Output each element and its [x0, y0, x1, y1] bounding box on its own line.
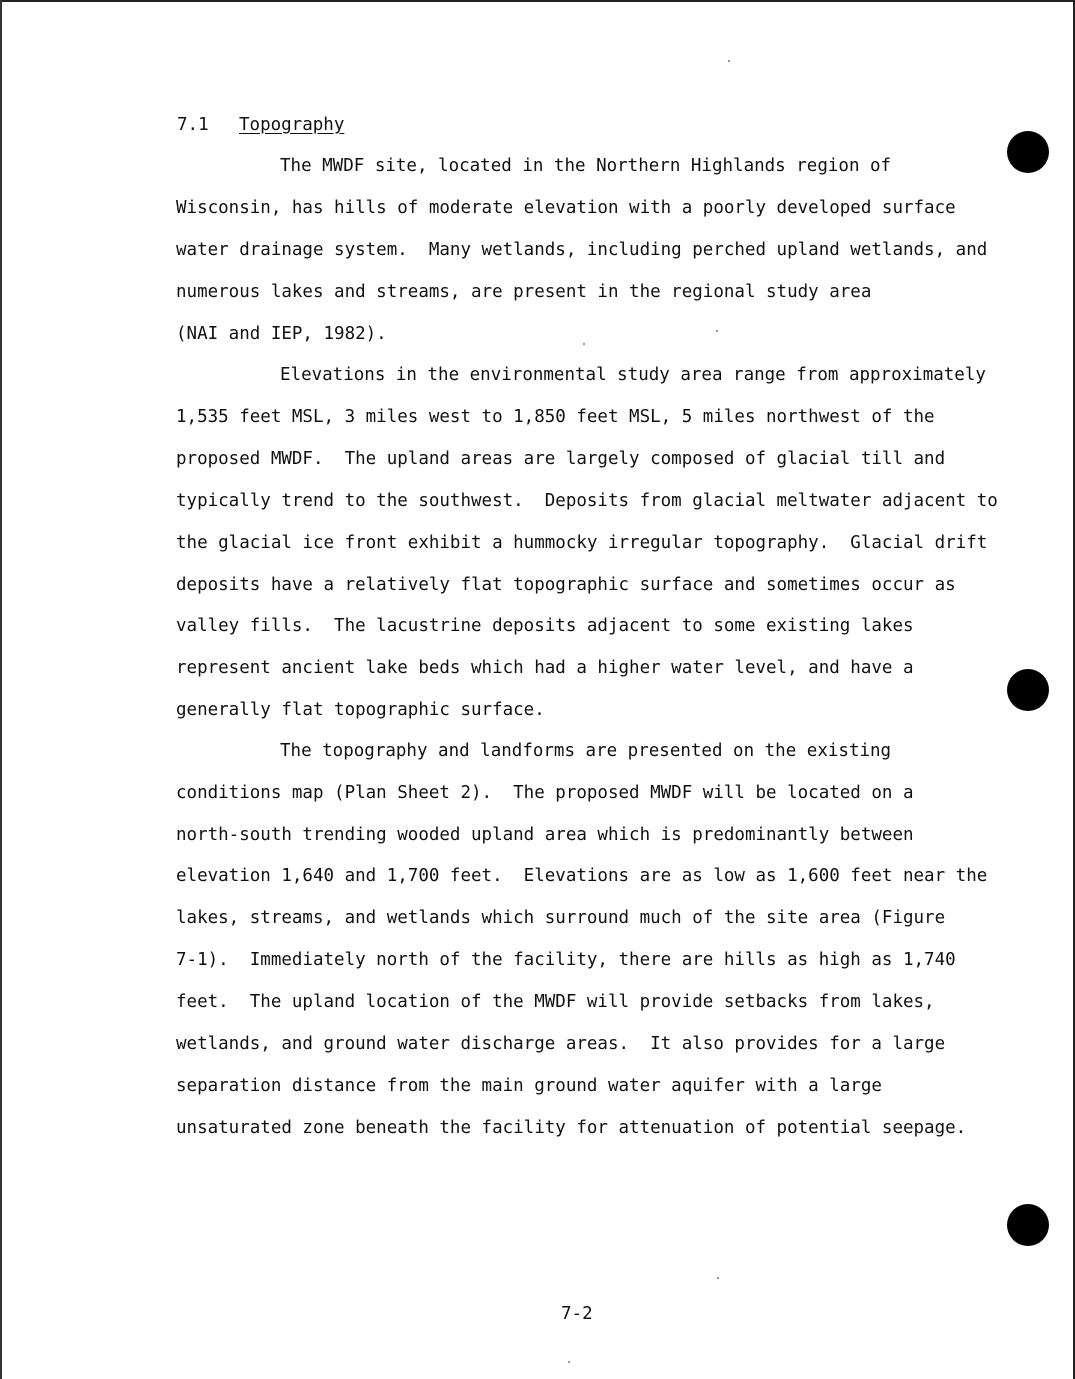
- body-line: represent ancient lake beds which had a higher water level, and have a: [176, 658, 914, 678]
- body-line: the glacial ice front exhibit a hummocky irregular topography. Glacial drift: [176, 533, 988, 553]
- scan-speck: [583, 343, 585, 345]
- body-line: typically trend to the southwest. Deposits from glacial meltwater adjacent to: [176, 491, 998, 511]
- scan-edge-top: [0, 0, 1075, 2]
- body-line: 7-1). Immediately north of the facility, there are hills as high as 1,740: [176, 950, 956, 970]
- body-line: feet. The upland location of the MWDF will provide setbacks from lakes,: [176, 992, 935, 1012]
- body-line: 1,535 feet MSL, 3 miles west to 1,850 feet MSL, 5 miles northwest of the: [176, 407, 935, 427]
- body-line: lakes, streams, and wetlands which surround much of the site area (Figure: [176, 908, 946, 928]
- punch-hole-bottom: [1007, 1204, 1049, 1246]
- punch-hole-top: [1007, 131, 1049, 173]
- scan-speck: [716, 330, 718, 332]
- body-line: (NAI and IEP, 1982).: [176, 324, 387, 344]
- body-line: conditions map (Plan Sheet 2). The proposed MWDF will be located on a: [176, 783, 914, 803]
- scan-speck: [728, 60, 730, 62]
- section-heading: [177, 113, 344, 137]
- body-line: valley fills. The lacustrine deposits adjacent to some existing lakes: [176, 616, 914, 636]
- punch-hole-middle: [1007, 669, 1049, 711]
- body-line: Elevations in the environmental study area range from approximately: [280, 365, 986, 385]
- body-line: deposits have a relatively flat topographic surface and sometimes occur as: [176, 575, 956, 595]
- body-line: separation distance from the main ground water aquifer with a large: [176, 1076, 882, 1096]
- scan-edge-left: [0, 0, 2, 1379]
- body-line: generally flat topographic surface.: [176, 700, 545, 720]
- body-line: unsaturated zone beneath the facility for attenuation of potential seepage.: [176, 1118, 967, 1138]
- page-number: 7-2: [561, 1304, 593, 1324]
- body-line: Wisconsin, has hills of moderate elevation with a poorly developed surface: [176, 198, 956, 218]
- body-line: proposed MWDF. The upland areas are largely composed of glacial till and: [176, 449, 946, 469]
- body-line: numerous lakes and streams, are present in the regional study area: [176, 282, 872, 302]
- body-line: elevation 1,640 and 1,700 feet. Elevations are as low as 1,600 feet near the: [176, 866, 988, 886]
- body-line: wetlands, and ground water discharge areas. It also provides for a large: [176, 1034, 946, 1054]
- section-number: 7.1: [177, 115, 209, 135]
- scan-speck: [717, 1277, 719, 1279]
- section-title: Topography: [239, 115, 345, 135]
- body-line: north-south trending wooded upland area which is predominantly between: [176, 825, 914, 845]
- body-line: water drainage system. Many wetlands, including perched upland wetlands, and: [176, 240, 988, 260]
- body-line: The MWDF site, located in the Northern Highlands region of: [280, 156, 892, 176]
- scan-speck: [568, 1361, 570, 1363]
- body-line: The topography and landforms are presented on the existing: [280, 741, 892, 761]
